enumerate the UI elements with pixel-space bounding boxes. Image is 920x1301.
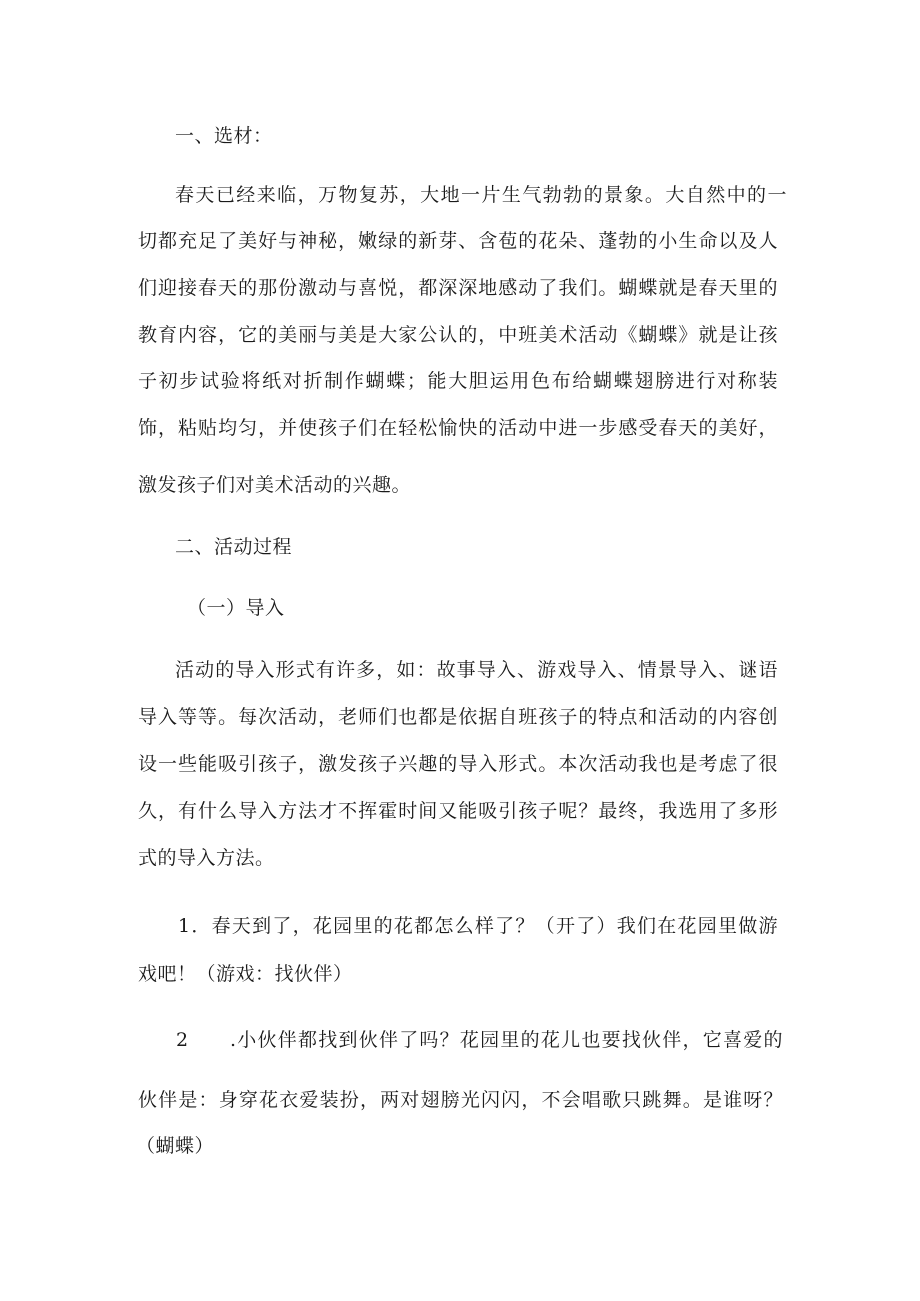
paragraph-line: 春天已经来临，万物复苏，大地一片生气勃勃的景象。大自然中的一: [175, 184, 787, 206]
paragraph-line: 教育内容，它的美丽与美是大家公认的，中班美术活动《蝴蝶》就是让孩: [138, 324, 778, 346]
list-item-2-line: .小伙伴都找到伙伴了吗？花园里的花儿也要找伙伴，它喜爱的: [230, 1029, 783, 1051]
list-item-1-line: 1．春天到了，花园里的花都怎么样了？（开了）我们在花园里做游: [178, 915, 778, 937]
paragraph-line: 式的导入方法。: [138, 847, 275, 869]
list-item-2-number: 2: [176, 1029, 189, 1051]
paragraph-line: 设一些能吸引孩子，激发孩子兴趣的导入形式。本次活动我也是考虑了很: [138, 753, 778, 775]
paragraph-line: 导入等等。每次活动，老师们也都是依据自班孩子的特点和活动的内容创: [138, 706, 778, 728]
subsection-heading-introduction: （一）导入: [187, 597, 285, 619]
paragraph-line: 饰，粘贴均匀，并使孩子们在轻松愉快的活动中进一步感受春天的美好，: [138, 417, 778, 439]
section-heading-selection: 一、选材：: [175, 125, 273, 147]
paragraph-line: 久，有什么导入方法才不挥霍时间又能吸引孩子呢？最终，我选用了多形: [138, 800, 778, 822]
list-item-1-line: 戏吧！（游戏：找伙伴）: [138, 963, 353, 985]
section-heading-activity-process: 二、活动过程: [175, 536, 293, 558]
list-item-2-line: 伙伴是：身穿花衣爱装扮，两对翅膀光闪闪，不会唱歌只跳舞。是谁呀？: [138, 1089, 783, 1111]
paragraph-line: 活动的导入形式有许多，如：故事导入、游戏导入、情景导入、谜语: [175, 659, 778, 681]
list-item-2-line: （蝴蝶）: [136, 1135, 215, 1157]
paragraph-line: 们迎接春天的那份激动与喜悦，都深深地感动了我们。蝴蝶就是春天里的: [138, 277, 778, 299]
paragraph-line: 切都充足了美好与神秘，嫩绿的新芽、含苞的花朵、蓬勃的小生命以及人: [138, 230, 778, 252]
paragraph-line: 激发孩子们对美术活动的兴趣。: [138, 474, 412, 496]
paragraph-line: 子初步试验将纸对折制作蝴蝶；能大胆运用色布给蝴蝶翅膀进行对称装: [138, 370, 778, 392]
